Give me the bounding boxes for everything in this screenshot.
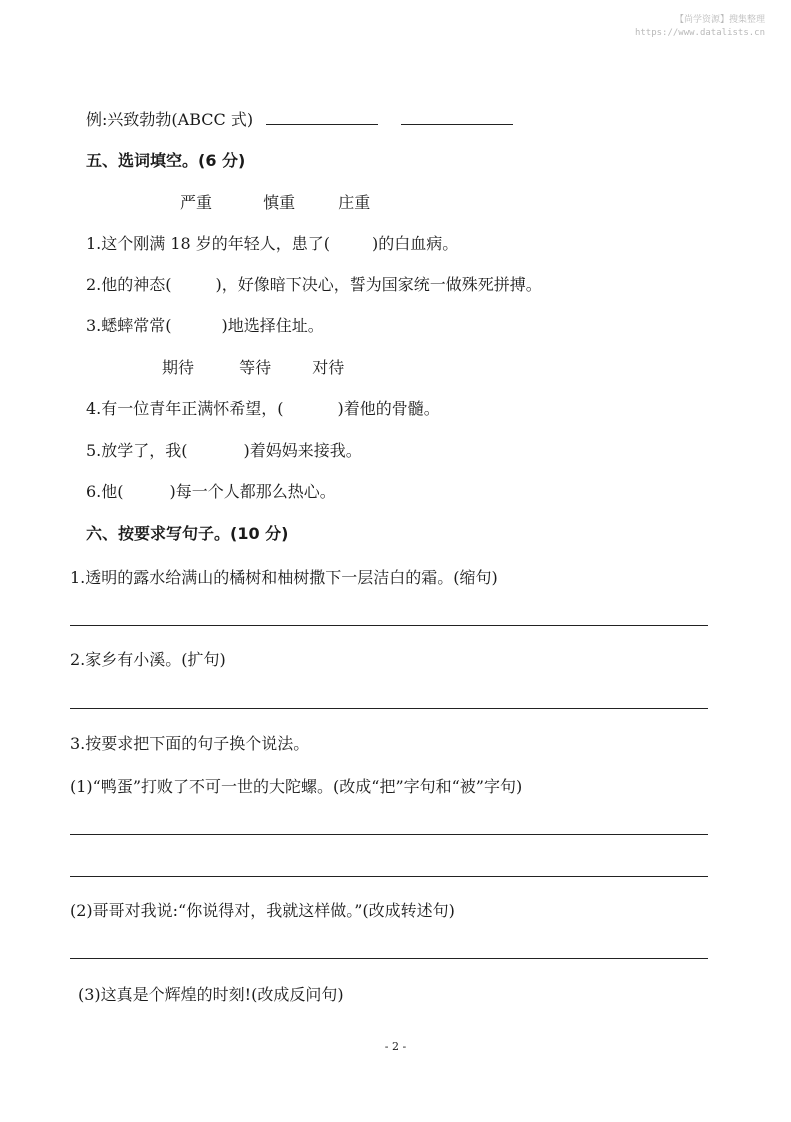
item-text: 6.他( xyxy=(86,482,124,501)
section6-heading: 六、按要求写句子。(10 分) xyxy=(86,524,289,543)
answer-line[interactable] xyxy=(70,708,708,709)
question-3-2: (2)哥哥对我说:“你说得对，我就这样做。”(改成转述句) xyxy=(70,901,455,920)
item-text: )的白血病。 xyxy=(372,234,459,253)
word-bank-2 xyxy=(162,357,344,379)
word-bank-1 xyxy=(180,192,370,214)
item-text: )着他的骨髓。 xyxy=(337,399,440,418)
fill-item-2 xyxy=(86,274,542,296)
word-option: 期待 xyxy=(162,358,195,377)
page-number: - 2 - xyxy=(384,1040,407,1053)
fill-item-6 xyxy=(86,481,336,503)
item-text: 3.蟋蟀常常( xyxy=(86,316,172,335)
answer-line[interactable] xyxy=(70,958,708,959)
item-text: )地选择住址。 xyxy=(221,316,324,335)
section5-heading: 五、选词填空。(6 分) xyxy=(86,151,246,170)
word-option: 等待 xyxy=(239,358,272,377)
answer-line[interactable] xyxy=(70,876,708,877)
fill-item-1 xyxy=(86,233,458,255)
item-text: 2.他的神态( xyxy=(86,275,172,294)
item-text: 5.放学了，我( xyxy=(86,441,188,460)
watermark-title: 【尚学资源】搜集整理 xyxy=(674,15,765,25)
word-option: 对待 xyxy=(312,358,345,377)
question-1: 1.透明的露水给满山的橘树和柚树撒下一层洁白的霜。(缩句) xyxy=(70,568,498,587)
word-option: 严重 xyxy=(180,193,213,212)
item-text: )每一个人都那么热心。 xyxy=(169,482,336,501)
item-text: 4.有一位青年正满怀希望，( xyxy=(86,399,284,418)
answer-line[interactable] xyxy=(70,834,708,835)
question-3-3: (3)这真是个辉煌的时刻!(改成反问句) xyxy=(78,985,344,1004)
word-option: 庄重 xyxy=(338,193,371,212)
answer-line[interactable] xyxy=(70,625,708,626)
answer-blank-1[interactable] xyxy=(266,108,378,125)
item-text: 1.这个刚满 18 岁的年轻人，患了( xyxy=(86,234,331,253)
item-text: )着妈妈来接我。 xyxy=(243,441,362,460)
example-text: 例:兴致勃勃(ABCC 式) xyxy=(86,110,254,129)
question-3-1: (1)“鸭蛋”打败了不可一世的大陀螺。(改成“把”字句和“被”字句) xyxy=(70,777,523,796)
fill-item-5 xyxy=(86,440,362,462)
answer-blank-2[interactable] xyxy=(401,108,513,125)
example-line xyxy=(86,108,513,131)
watermark-url: https://www.datalists.cn xyxy=(634,28,765,38)
item-text: )，好像暗下决心，誓为国家统一做殊死拼搏。 xyxy=(215,275,542,294)
question-3: 3.按要求把下面的句子换个说法。 xyxy=(70,734,310,753)
fill-item-3 xyxy=(86,315,324,337)
question-2: 2.家乡有小溪。(扩句) xyxy=(70,650,226,669)
word-option: 慎重 xyxy=(263,193,296,212)
fill-item-4 xyxy=(86,398,440,420)
watermark xyxy=(635,14,765,40)
